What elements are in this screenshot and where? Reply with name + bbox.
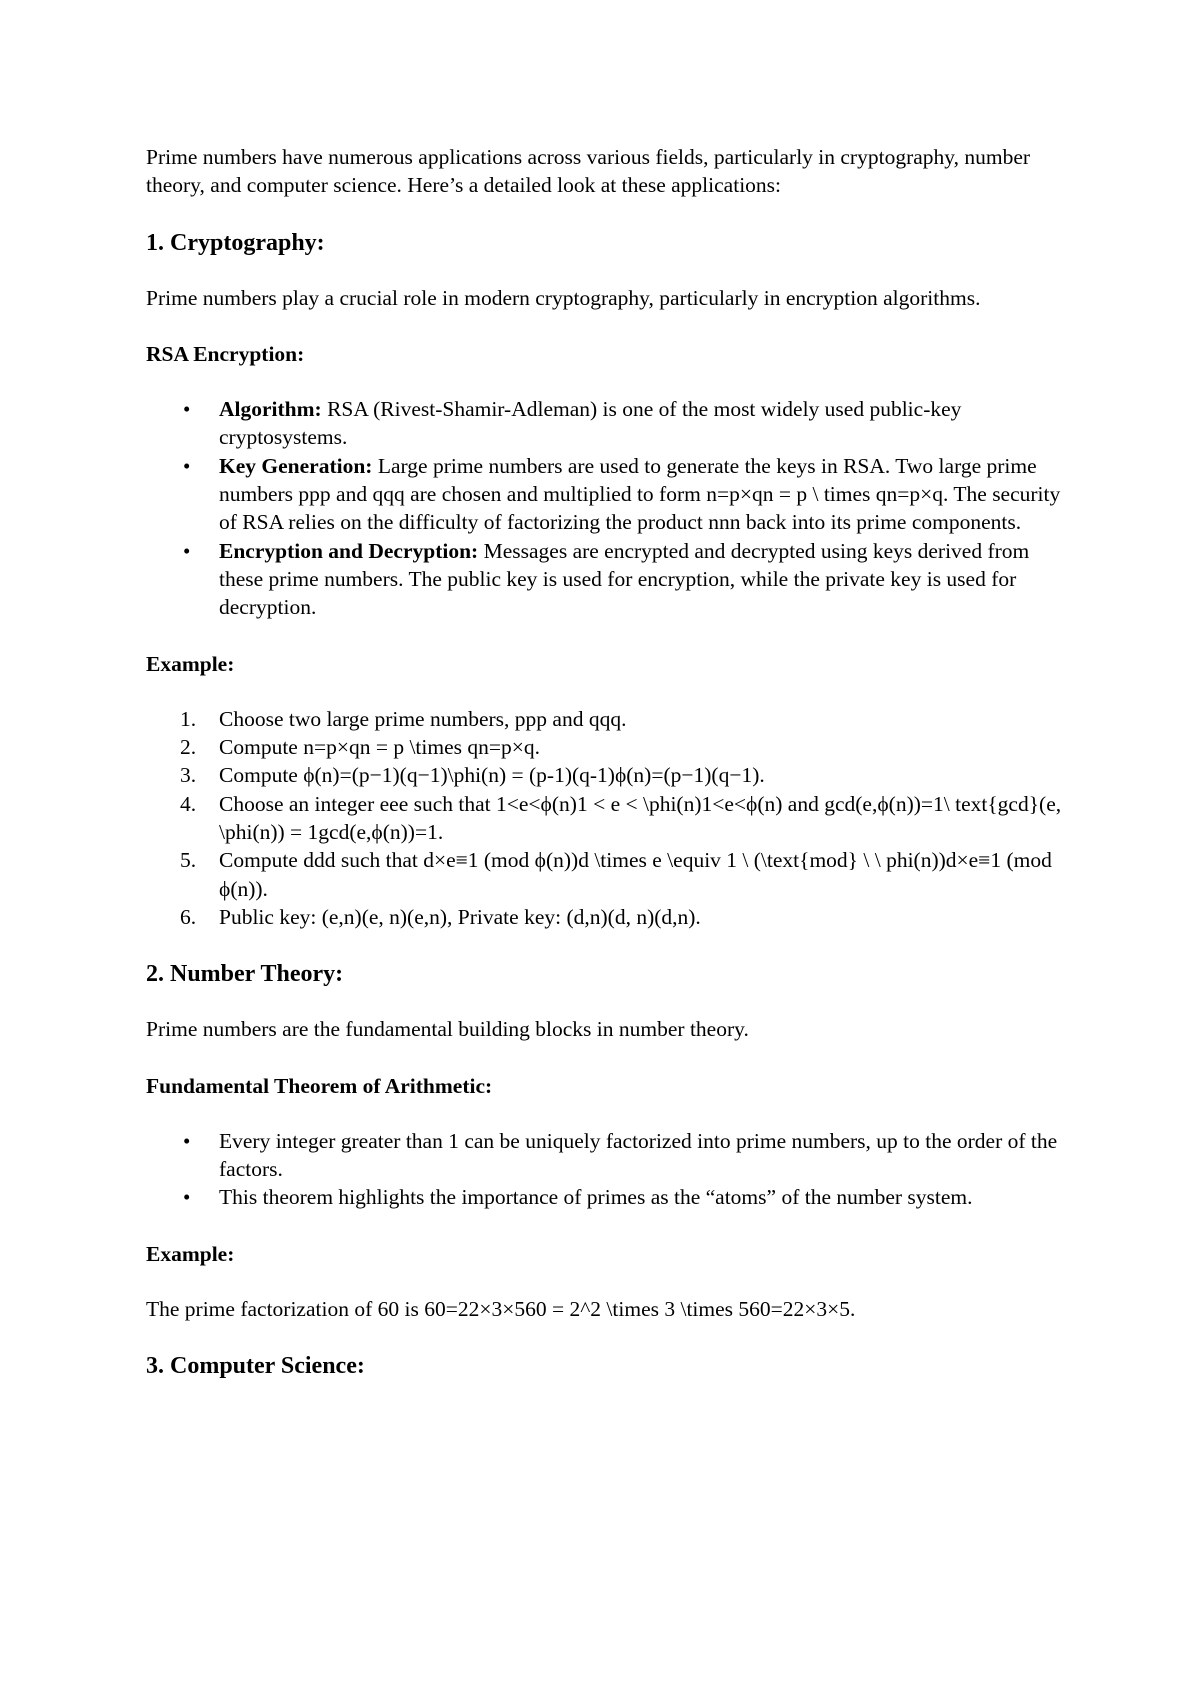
step-number: 4. — [180, 791, 197, 816]
list-item — [219, 537, 1076, 622]
list-item — [219, 452, 1076, 537]
bullet-text: Large prime numbers are used to generate the keys in RSA. Two large prime numbers ppp and qqq are chosen and multiplied to form n=p×qn = p \ times qn=p×q. The security of RSA relies on the difficulty of factorizing the product nnn back into its prime components. — [219, 453, 1061, 535]
example-heading-number-theory: Example: — [146, 1241, 235, 1266]
section-heading-number-theory: 2. Number Theory: — [146, 961, 344, 988]
step-number: 5. — [180, 848, 197, 873]
list-item — [219, 395, 1076, 452]
step-number: 1. — [180, 706, 197, 731]
list-item: • This theorem highlights the importance of primes as the “atoms” of the number system. — [219, 1183, 1076, 1211]
intro-paragraph: Prime numbers have numerous applications across various fields, particularly in cryptography, number theory, and computer science. Here’s a detailed look at these applications: — [146, 145, 1031, 198]
theorem-bullet-list — [146, 1127, 1076, 1212]
section-heading-cryptography: 1. Cryptography: — [146, 229, 325, 256]
cryptography-intro: Prime numbers play a crucial role in modern cryptography, particularly in encryption algorithms. — [146, 285, 981, 310]
subheading-fundamental-theorem: Fundamental Theorem of Arithmetic: — [146, 1073, 493, 1098]
rsa-bullet-list — [146, 395, 1076, 621]
section-heading-computer-science: 3. Computer Science: — [146, 1353, 365, 1380]
list-item — [180, 705, 1076, 733]
step-number: 2. — [180, 735, 197, 760]
example-heading-rsa: Example: — [146, 651, 235, 676]
bullet-label: Key Generation: — [219, 453, 373, 478]
number-theory-intro: Prime numbers are the fundamental building blocks in number theory. — [146, 1017, 749, 1042]
subheading-rsa-encryption: RSA Encryption: — [146, 341, 305, 366]
step-text: Choose two large prime numbers, ppp and qqq. — [219, 706, 627, 731]
step-text: Compute n=p×qn = p \times qn=p×q. — [219, 735, 541, 760]
list-item — [180, 790, 1076, 847]
step-text: Compute ddd such that d×e≡1 (mod ϕ(n))d \times e \equiv 1 \ (\text{mod} \ \ phi(n))d×e≡1 (mod ϕ(n)). — [219, 848, 1052, 901]
step-number: 6. — [180, 904, 197, 929]
bullet-label: Algorithm: — [219, 397, 322, 422]
step-number: 3. — [180, 763, 197, 788]
bullet-text: RSA (Rivest-Shamir-Adleman) is one of the most widely used public-key cryptosystems. — [219, 397, 962, 450]
list-item — [180, 733, 1076, 761]
document-page — [146, 143, 1076, 1407]
bullet-text: Messages are encrypted and decrypted using keys derived from these prime numbers. The public key is used for encryption, while the private key is used for decryption. — [219, 538, 1030, 620]
list-item — [180, 761, 1076, 789]
list-item — [180, 903, 1076, 931]
bullet-label: Encryption and Decryption: — [219, 538, 479, 563]
rsa-steps-list — [146, 705, 1076, 931]
step-text: Choose an integer eee such that 1<e<ϕ(n)1 < e < \phi(n)1<e<ϕ(n) and gcd(e,ϕ(n))=1\ text{gcd}(e, \phi(n)) = 1gcd(e,ϕ(n))=1. — [219, 791, 1062, 845]
factorization-example: The prime factorization of 60 is 60=22×3×560 = 2^2 \times 3 \times 560=22×3×5. — [146, 1297, 856, 1322]
step-text: Compute ϕ(n)=(p−1)(q−1)\phi(n) = (p-1)(q-1)ϕ(n)=(p−1)(q−1). — [219, 763, 765, 788]
step-text: Public key: (e,n)(e, n)(e,n), Private key: (d,n)(d, n)(d,n). — [219, 904, 701, 929]
list-item: • Every integer greater than 1 can be uniquely factorized into prime numbers, up to the order of the factors. — [219, 1127, 1076, 1184]
list-item — [180, 846, 1076, 903]
